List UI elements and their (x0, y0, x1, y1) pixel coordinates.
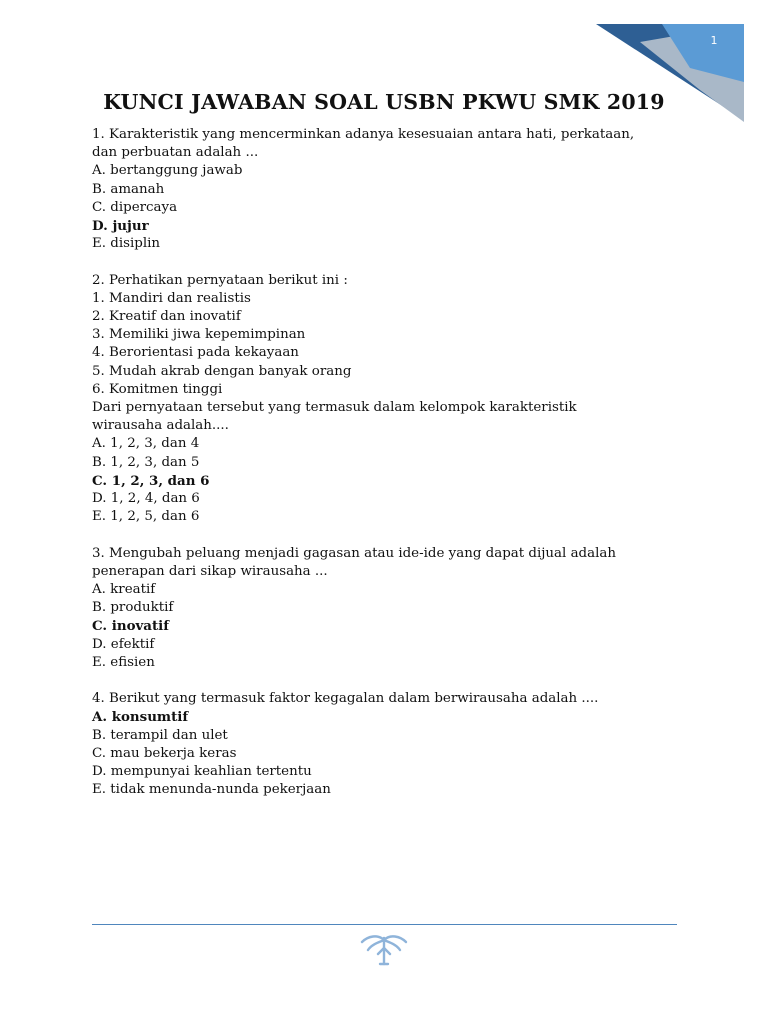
answer-option: D. 1, 2, 4, dan 6 (92, 491, 200, 507)
answer-option-correct: C. 1, 2, 3, dan 6 (92, 472, 210, 489)
answer-option: A. 1, 2, 3, dan 4 (92, 436, 200, 452)
answer-option: B. amanah (92, 181, 165, 197)
question-stem-line: 4. Berikut yang termasuk faktor kegagalan dalam berwirausaha adalah .... (92, 691, 599, 707)
answer-option: E. disiplin (92, 236, 161, 252)
question-list (92, 126, 692, 818)
question-stem-line: 1. Karakteristik yang mencerminkan adanya kesesuaian antara hati, perkataan, (92, 127, 635, 142)
corner-decoration (0, 0, 768, 140)
answer-option: E. tidak menunda-nunda pekerjaan (92, 782, 331, 798)
question-1 (92, 126, 692, 253)
answer-option: D. efektif (92, 636, 155, 652)
document-title: KUNCI JAWABAN SOAL USBN PKWU SMK 2019 (103, 90, 665, 114)
answer-option: B. produktif (92, 600, 174, 616)
answer-option: B. terampil dan ulet (92, 727, 228, 743)
answer-option: C. mau bekerja keras (92, 745, 237, 761)
question-stem-line: 1. Mandiri dan realistis (92, 290, 251, 306)
answer-option-correct: D. jujur (92, 218, 149, 235)
question-stem-line: wirausaha adalah.... (92, 418, 229, 434)
question-stem-line: 3. Memiliki jiwa kepemimpinan (92, 327, 306, 343)
question-stem-line: 2. Perhatikan pernyataan berikut ini : (92, 272, 348, 288)
question-2 (92, 272, 692, 527)
question-stem-line: Dari pernyataan tersebut yang termasuk dalam kelompok karakteristik (92, 400, 577, 416)
answer-option-correct: A. konsumtif (92, 709, 189, 726)
page-number: 1 (710, 34, 718, 47)
answer-option: C. dipercaya (92, 199, 178, 215)
answer-option: D. mempunyai keahlian tertentu (92, 764, 312, 780)
answer-option: A. kreatif (92, 582, 156, 598)
answer-option-correct: C. inovatif (92, 618, 169, 635)
footer-divider (92, 924, 677, 925)
question-stem-line: penerapan dari sikap wirausaha ... (92, 563, 328, 579)
answer-option: E. efisien (92, 654, 155, 670)
question-stem-line: dan perbuatan adalah ... (92, 145, 259, 161)
question-3 (92, 545, 692, 672)
answer-option: E. 1, 2, 5, dan 6 (92, 509, 200, 525)
fleur-ornament-icon (360, 932, 408, 968)
question-4 (92, 690, 692, 799)
question-stem-line: 5. Mudah akrab dengan banyak orang (92, 363, 352, 379)
question-stem-line: 2. Kreatif dan inovatif (92, 309, 241, 325)
question-stem-line: 4. Berorientasi pada kekayaan (92, 345, 299, 361)
question-stem-line: 3. Mengubah peluang menjadi gagasan atau ide-ide yang dapat dijual adalah (92, 545, 617, 561)
answer-option: A. bertanggung jawab (92, 163, 243, 179)
answer-option: B. 1, 2, 3, dan 5 (92, 454, 200, 470)
question-stem-line: 6. Komitmen tinggi (92, 381, 223, 397)
